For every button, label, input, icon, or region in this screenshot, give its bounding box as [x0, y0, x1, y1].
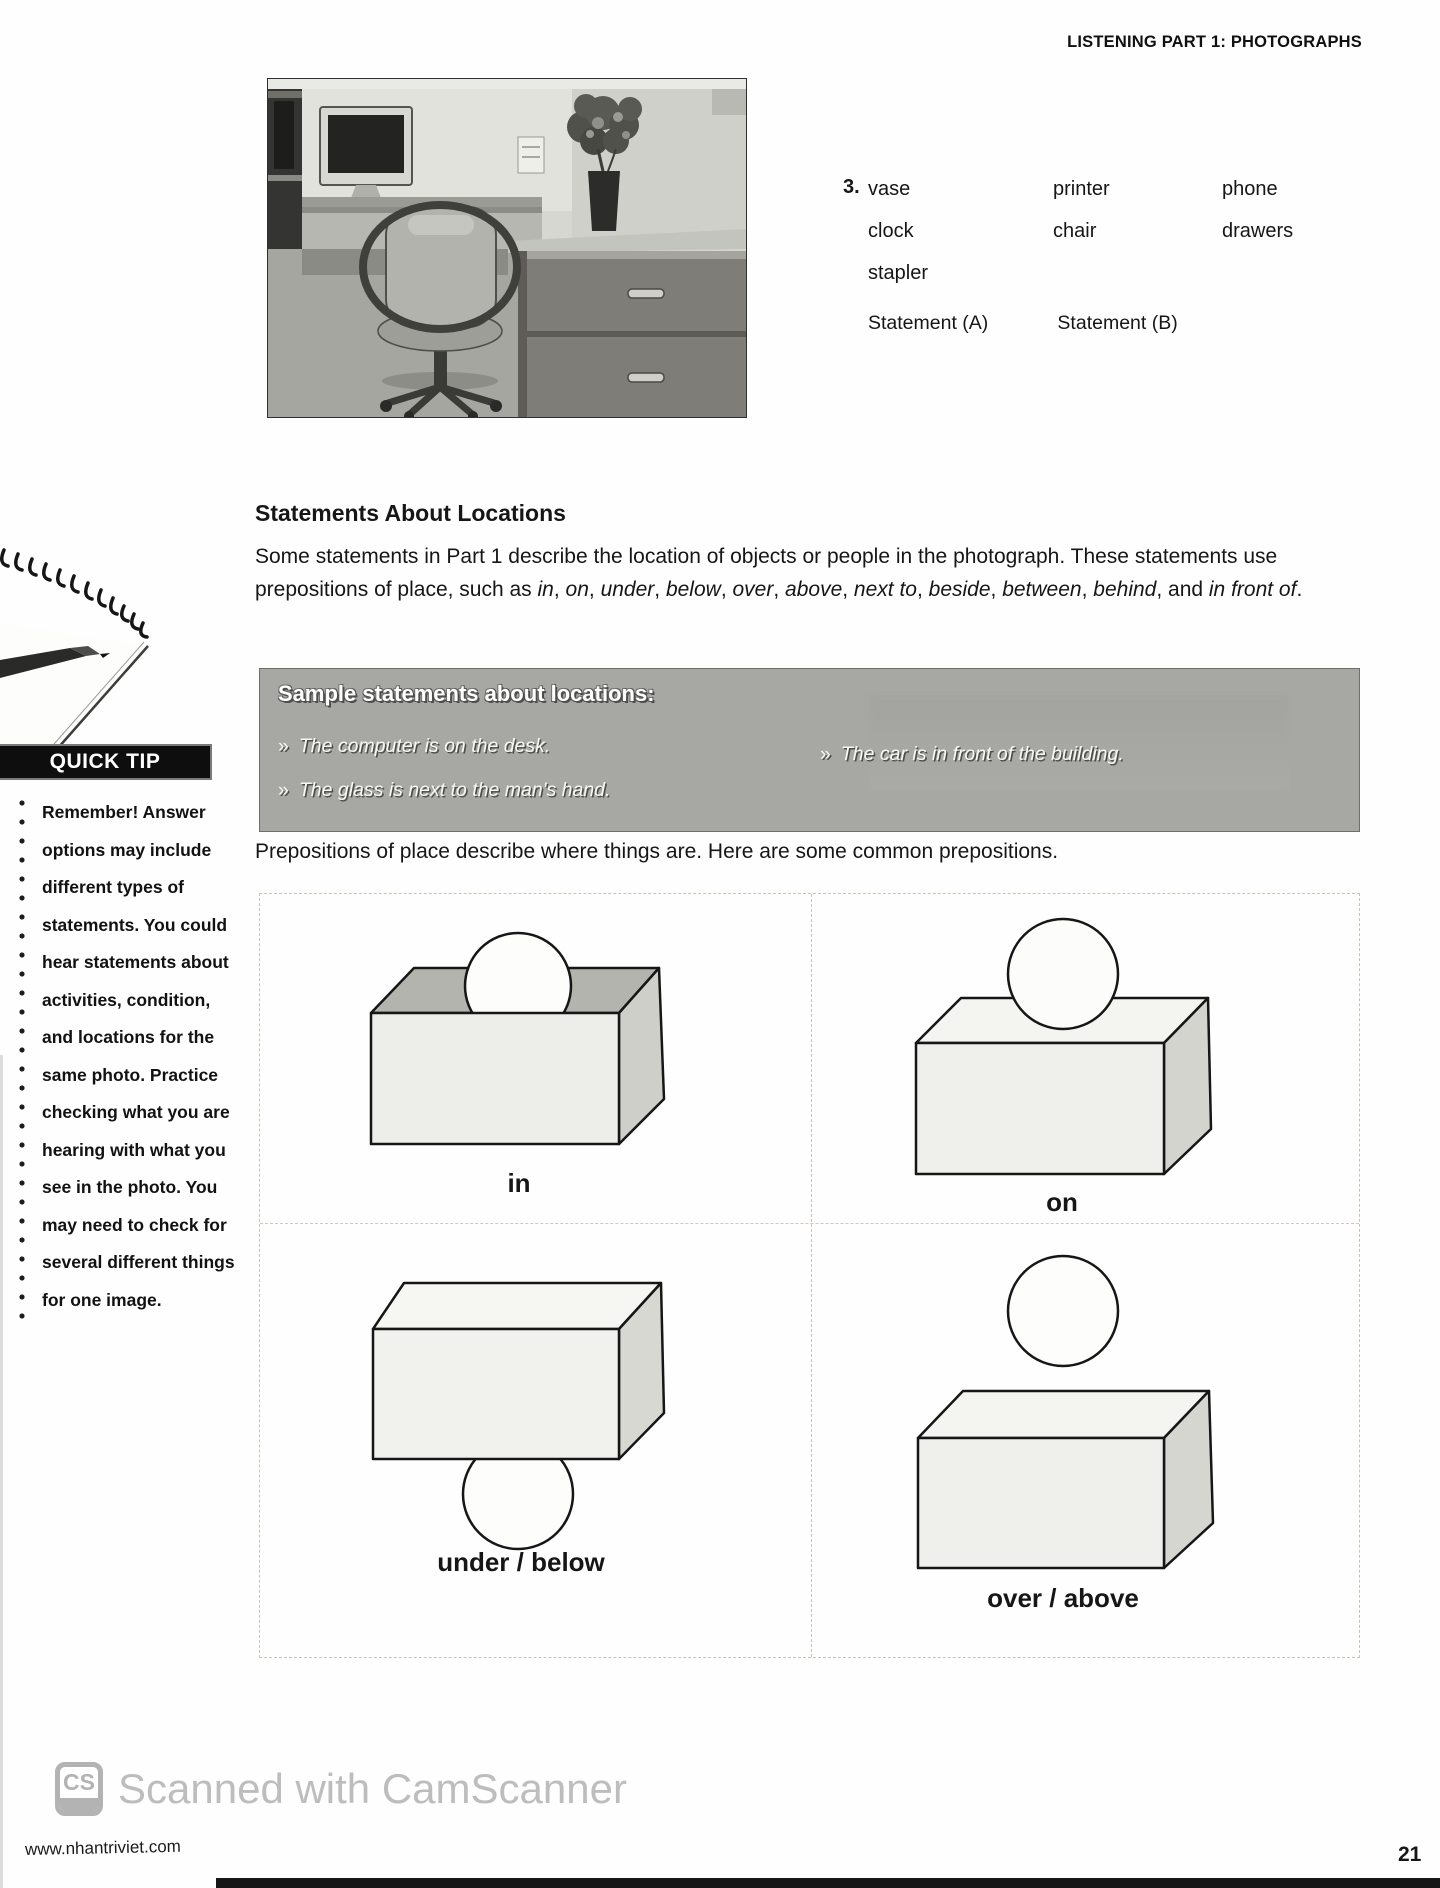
diagram-label-under: under / below	[437, 1547, 605, 1577]
sample-statement: » The glass is next to the man's hand.	[278, 779, 611, 801]
statement-labels	[868, 312, 1178, 335]
ball-shape	[1008, 919, 1118, 1029]
word-phone: phone	[1222, 178, 1278, 200]
sample-statement: » The car is in front of the building.	[820, 743, 1124, 765]
sample-statement: » The computer is on the desk.	[278, 735, 551, 757]
quick-tip-title: QUICK TIP	[49, 750, 161, 773]
prepositions-diagram	[259, 893, 1360, 1658]
word-printer: printer	[1053, 178, 1110, 200]
box-front-shape	[916, 1043, 1164, 1174]
word-clock: clock	[868, 220, 914, 242]
diagram-in	[260, 894, 811, 1223]
publisher-website: www.nhantriviet.com	[24, 1836, 182, 1859]
section-paragraph: Some statements in Part 1 describe the location of objects or people in the photograph. These statements use prepositions of place, such as in, on, under, below, over, above, next to, beside, between, behind, and in front of.	[255, 545, 1303, 601]
diagram-label-on: on	[1046, 1187, 1078, 1217]
notebook-illustration	[0, 528, 175, 748]
word-stapler: stapler	[868, 262, 929, 284]
sample-statements-box	[259, 668, 1360, 832]
spiral-coils	[2, 550, 147, 637]
word-column-1	[868, 176, 928, 302]
scan-edge-bar	[216, 1878, 1440, 1888]
monitor-shape	[320, 107, 412, 198]
section-heading: Statements About Locations	[255, 500, 566, 526]
page-number: 21	[1398, 1843, 1422, 1866]
quick-tip-banner	[0, 744, 212, 780]
box-front-shape	[373, 1329, 619, 1459]
diagram-label-over: over / above	[987, 1583, 1139, 1613]
bullet-marker: »	[820, 743, 831, 765]
word-drawers: drawers	[1222, 220, 1294, 242]
office-photo	[267, 78, 747, 418]
prepositions-intro: Prepositions of place describe where things are. Here are some common prepositions.	[255, 840, 1059, 863]
bullet-marker: »	[278, 779, 289, 801]
box-front-shape	[371, 1013, 619, 1144]
camscanner-logo	[55, 1762, 103, 1816]
diagram-label-in: in	[507, 1168, 531, 1198]
word-chair: chair	[1053, 220, 1097, 242]
diagram-over-above	[811, 1223, 1360, 1658]
question-number: 3.	[843, 176, 860, 198]
camscanner-watermark: Scanned with CamScanner	[118, 1765, 627, 1812]
bullet-marker: »	[278, 735, 289, 757]
box-front-shape	[918, 1438, 1164, 1568]
box-top-shape	[918, 1391, 1209, 1438]
quick-tip-text: Remember! Answer options may include different types of statements. You could hear statements about activities, condition, and locations for the same photo. Practice checking what you are hearing with what you see in the photo. You may need to check for several different things for one image.	[42, 802, 235, 1310]
camscanner-logo-letters: CS	[63, 1769, 95, 1795]
drawers-shape	[508, 229, 746, 417]
scan-edge-line	[0, 1055, 3, 1888]
vase-shape	[588, 171, 620, 231]
word-vase: vase	[868, 178, 911, 200]
statement-a-label: Statement (A)	[868, 312, 989, 334]
page-header: LISTENING PART 1: PHOTOGRAPHS	[1067, 33, 1362, 51]
ball-shape	[1008, 1256, 1118, 1366]
word-column-3	[1222, 176, 1293, 260]
diagram-on	[811, 894, 1360, 1223]
box-top-shape	[373, 1283, 661, 1329]
dotted-rule	[19, 800, 25, 1328]
office-photo-graphic	[268, 79, 746, 417]
sample-box-heading: Sample statements about locations:	[278, 681, 655, 706]
diagram-under-below	[260, 1223, 811, 1658]
word-column-2	[1053, 176, 1110, 260]
statement-b-label: Statement (B)	[1057, 312, 1178, 334]
camscanner-logo-band	[60, 1798, 98, 1811]
